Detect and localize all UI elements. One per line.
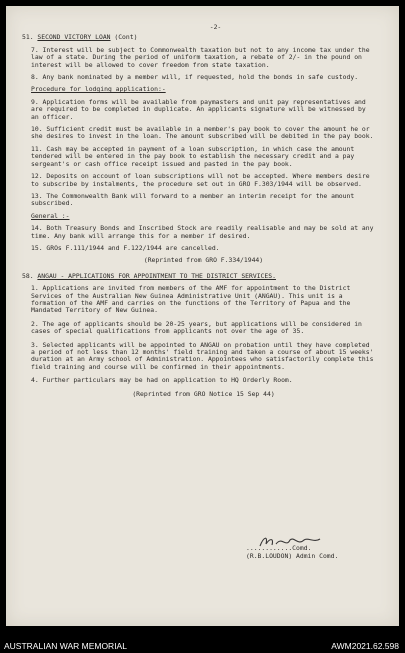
signature-title: ............Comd.	[246, 544, 312, 552]
angau-paragraph-4: 4. Further particulars may be had on application to HQ Orderly Room.	[31, 376, 293, 385]
section-58-body	[31, 285, 376, 398]
paragraph-10: 10. Sufficient credit must be available in a member's pay book to cover the amount he or she desires to invest in the loan. The amount subscribed will be debited in the pay book.	[31, 125, 374, 141]
paragraph-12: 12. Deposits on account of loan subscriptions will not be accepted. Where members desire to subscribe by instalments, the procedure set out in GRO F.303/1944 will be observed.	[31, 172, 374, 188]
paragraph-11: 11. Cash may be accepted in payment of a loan subscription, in which case the amount tendered will be entered in the pay book to establish the necessary credit and a pay sergeant's or cash office receipt issued and pasted in the pay book.	[31, 144, 359, 168]
document-page	[6, 6, 399, 626]
footer-institution: AUSTRALIAN WAR MEMORIAL	[4, 641, 127, 651]
procedure-heading: Procedure for lodging application:-	[31, 85, 166, 94]
paragraph-14: 14. Both Treasury Bonds and Inscribed Stock are readily realisable and may be sold at any time. Any bank will arrange this for a member if desired.	[31, 224, 378, 240]
angau-paragraph-2: 2. The age of applicants should be 20-25 years, but applications will be considered in cases of special qualifications from applicants not over the age of 35.	[31, 319, 366, 336]
reprinted-note-51: (Reprinted from GRO F.334/1944)	[143, 256, 264, 265]
paragraph-7: 7. Interest will be subject to Commonwealth taxation but not to any income tax under the law of a state. During the period of uniform taxation, a rebate of 2/- in the pound on interest will be allowed to cover freedom from state taxation.	[31, 45, 374, 69]
angau-paragraph-3: 3. Selected applicants will be appointed to ANGAU on probation until they have completed a period of not less than 12 months' field training and taken a course of about 15 weeks' duration at an Army school of Administration. Appointees who satisfactorily complete this field training and course will be confirmed in their appointments.	[31, 340, 378, 371]
paragraph-15: 15. GROs F.111/1944 and F.122/1944 are cancelled.	[31, 243, 220, 252]
document-body	[22, 23, 378, 406]
paragraph-13: 13. The Commonwealth Bank will forward to a member an interim receipt for the amount subscribed.	[31, 191, 359, 208]
signature-name: (R.B.LOUDON) Admin Comd.	[246, 552, 339, 560]
general-heading: General :-	[31, 211, 70, 220]
paragraph-8: 8. Any bank nominated by a member will, if requested, hold the bonds in safe custody.	[31, 73, 359, 82]
paragraph-9: 9. Application forms will be available from paymasters and unit pay representatives and are required to be completed in duplicate. An applicants signature will be witnessed by an officer.	[31, 97, 370, 121]
page-number: -2-	[209, 23, 222, 31]
footer-accession-number: AWM2021.62.598	[331, 641, 399, 651]
section-58-heading: 58. ANGAU - APPLICATIONS FOR APPOINTMENT TO THE DISTRICT SERVICES.	[22, 271, 276, 280]
signature-block	[246, 544, 376, 560]
section-51-heading: 51. SECOND VICTORY LOAN (Cont)	[22, 33, 138, 42]
footer-bar	[0, 638, 405, 653]
angau-paragraph-1: 1. Applications are invited from members of the AMF for appointment to the District Services of the Australian New Guinea Administrative Unit (ANGAU). This unit is a formation of the AMF and carries on the functions of the Territory of Papua and the Mandated Territory of New Guinea.	[31, 284, 355, 315]
reprinted-note-58: (Reprinted from GRO Notice 15 Sep 44)	[132, 389, 275, 398]
